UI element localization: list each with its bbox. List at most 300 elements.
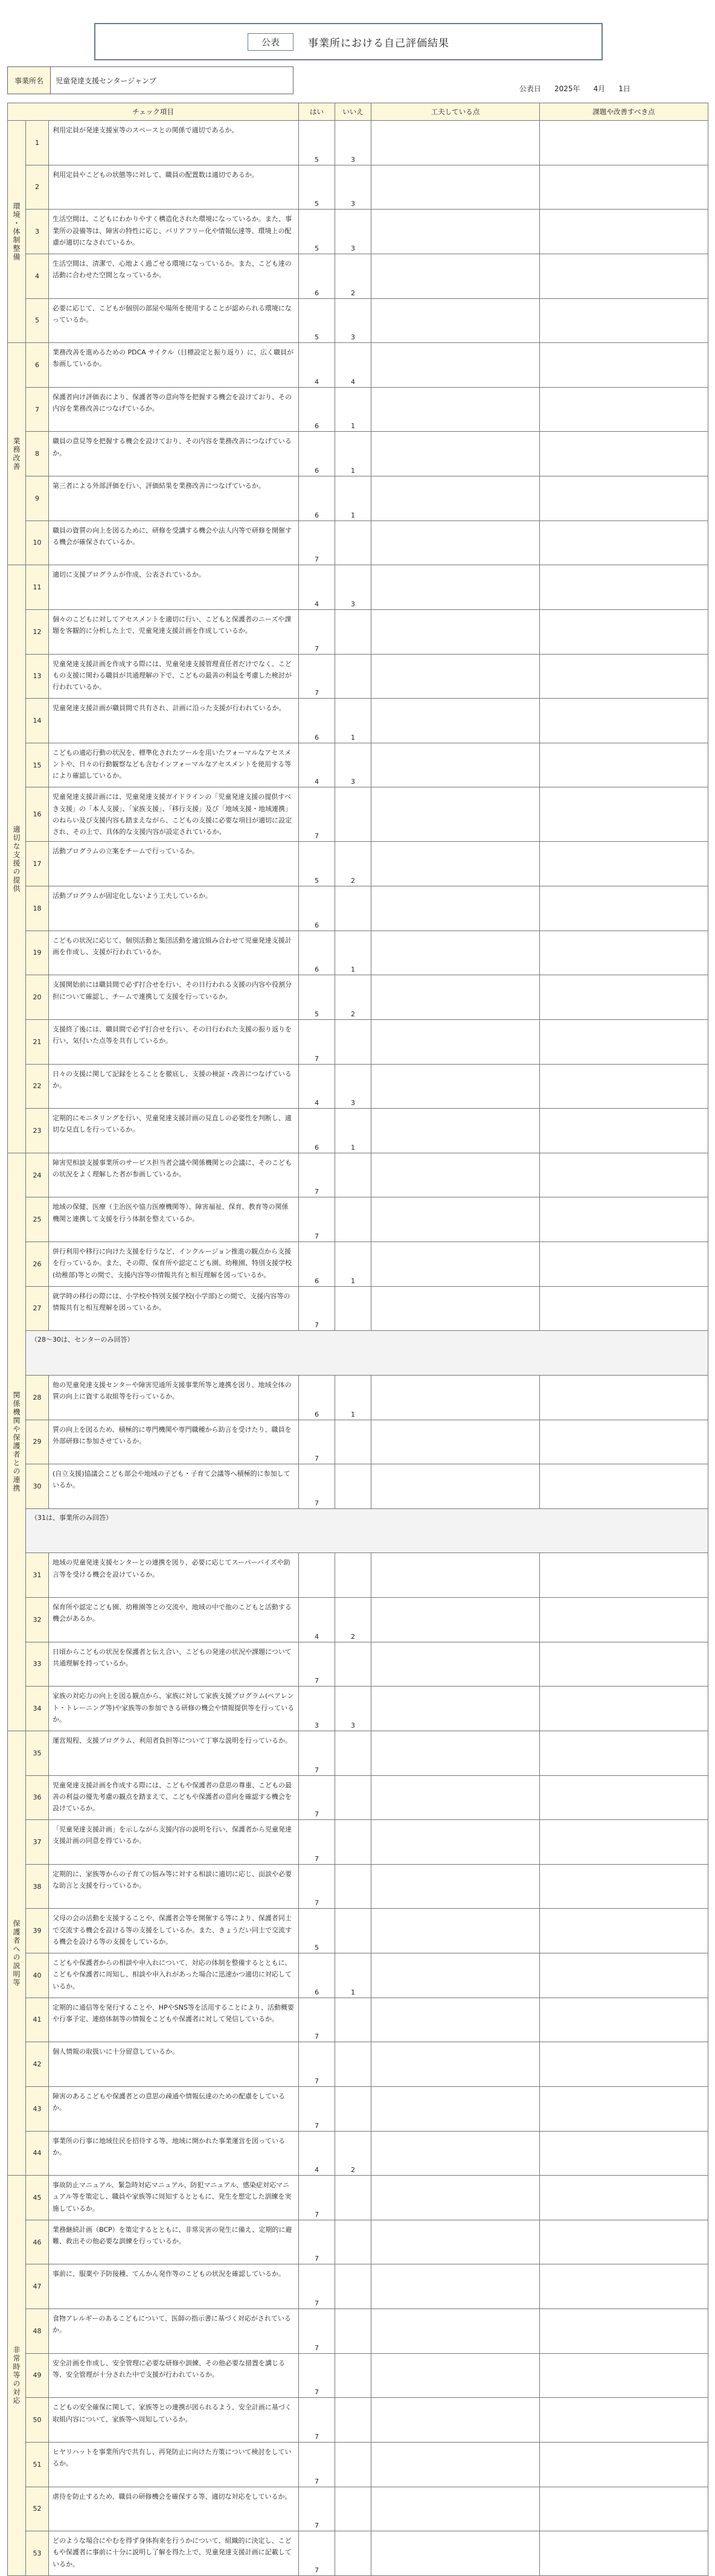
improve-cell — [540, 2220, 708, 2264]
improve-cell — [540, 2086, 708, 2131]
improve-cell — [540, 2398, 708, 2443]
item-number: 26 — [26, 1242, 49, 1287]
effort-cell — [371, 2131, 540, 2176]
table-header-row — [8, 103, 708, 121]
yes-count: 6 — [299, 476, 335, 521]
no-count: 2 — [335, 1598, 371, 1642]
table-row — [8, 1909, 708, 1953]
item-question: 活動プログラムが固定化しないよう工夫しているか。 — [49, 886, 299, 931]
improve-cell — [540, 654, 708, 699]
improve-cell — [540, 1775, 708, 1820]
improve-cell — [540, 1820, 708, 1865]
yes-count: 7 — [299, 2442, 335, 2487]
improve-cell — [540, 1242, 708, 1287]
improve-cell — [540, 1553, 708, 1598]
item-question: 「児童発達支援計画」を示しながら支援内容の説明を行い、保護者から児童発達支援計画の同意を得ているか。 — [49, 1820, 299, 1865]
item-question: 児童発達支援計画が職員間で共有され、計画に沿った支援が行われているか。 — [49, 699, 299, 743]
no-count: 1 — [335, 1242, 371, 1287]
no-count — [335, 2220, 371, 2264]
yes-count: 5 — [299, 298, 335, 343]
table-row — [8, 476, 708, 521]
effort-cell — [371, 1420, 540, 1464]
no-count — [335, 2042, 371, 2087]
table-row — [8, 1242, 708, 1287]
no-count — [335, 1820, 371, 1865]
table-row — [8, 1864, 708, 1909]
table-row — [8, 1998, 708, 2042]
yes-count: 6 — [299, 1375, 335, 1420]
item-question: 必要に応じて、こどもが個別の部屋や場所を使用することが認められる環境になっているか。 — [49, 298, 299, 343]
table-row — [8, 1375, 708, 1420]
item-number: 52 — [26, 2487, 49, 2531]
effort-cell — [371, 1731, 540, 1775]
item-question: こどもの適応行動の状況を、標準化されたツールを用いたフォーマルなアセスメントや、日々の行動観察なども含むインフォーマルなアセスメントを使用する等により確認しているか。 — [49, 743, 299, 787]
item-number: 27 — [26, 1286, 49, 1331]
item-number: 7 — [26, 387, 49, 432]
no-count — [335, 2531, 371, 2576]
no-count: 3 — [335, 743, 371, 787]
effort-cell — [371, 609, 540, 654]
yes-count: 4 — [299, 343, 335, 388]
improve-cell — [540, 165, 708, 210]
no-count — [335, 1553, 371, 1598]
category-cell: 関係機関や保護者との連携 — [8, 1153, 26, 1731]
item-question: 併行利用や移行に向けた支援を行うなど、インクルージョン推進の観点から支援を行っているか。また、その際、保育所や認定こども園、幼稚園、特別支援学校(幼稚部)等との間で、支援内容等の情報共有と相互理解を図っているか。 — [49, 1242, 299, 1287]
effort-cell — [371, 1687, 540, 1731]
item-number: 13 — [26, 654, 49, 699]
item-question: 定期的にモニタリングを行い、児童発達支援計画の見直しの必要性を判断し、適切な見直しを行っているか。 — [49, 1109, 299, 1153]
effort-cell — [371, 2086, 540, 2131]
no-count: 2 — [335, 254, 371, 298]
improve-cell — [540, 1064, 708, 1109]
yes-count: 7 — [299, 1864, 335, 1909]
category-cell: 非常時等の対応 — [8, 2176, 26, 2576]
no-count: 3 — [335, 1064, 371, 1109]
item-number: 33 — [26, 1642, 49, 1687]
item-number: 16 — [26, 787, 49, 842]
no-count — [335, 1998, 371, 2042]
table-row — [8, 2176, 708, 2220]
yes-count: 6 — [299, 1242, 335, 1287]
item-question: こどもの安全確保に関して、家族等との連携が図られるよう、安全計画に基づく取組内容について、家族等へ周知しているか。 — [49, 2398, 299, 2443]
no-count: 1 — [335, 387, 371, 432]
effort-cell — [371, 165, 540, 210]
improve-cell — [540, 886, 708, 931]
no-count — [335, 1864, 371, 1909]
item-question: 家族の対応力の向上を図る観点から、家族に対して家族支援プログラム(ペアレント・トレーニング等)や家族等の参加できる研修の機会や情報提供等を行っているか。 — [49, 1687, 299, 1731]
table-row — [8, 1197, 708, 1242]
yes-count: 4 — [299, 565, 335, 610]
publication-date — [519, 83, 630, 94]
yes-count: 4 — [299, 743, 335, 787]
table-row — [8, 975, 708, 1020]
item-question: 日々の支援に関して記録をとることを徹底し、支援の検証・改善につなげているか。 — [49, 1064, 299, 1109]
improve-cell — [540, 1420, 708, 1464]
improve-cell — [540, 298, 708, 343]
table-row — [8, 210, 708, 254]
table-row — [8, 2531, 708, 2576]
item-question: 父母の会の活動を支援することや、保護者会等を開催する等により、保護者同士で交流する機会を設ける等の支援をしているか。また、きょうだい同士で交流する機会を設ける等の支援をしているか。 — [49, 1909, 299, 1953]
table-row — [8, 2442, 708, 2487]
table-row — [8, 165, 708, 210]
yes-count: 7 — [299, 1286, 335, 1331]
no-count: 3 — [335, 298, 371, 343]
effort-cell — [371, 1864, 540, 1909]
item-number: 47 — [26, 2264, 49, 2309]
office-info — [7, 66, 293, 94]
improve-cell — [540, 121, 708, 165]
note-row — [8, 1331, 708, 1376]
item-question: 障害のあるこどもや保護者との意思の疎通や情報伝達のための配慮をしているか。 — [49, 2086, 299, 2131]
no-count — [335, 1731, 371, 1775]
table-row — [8, 1153, 708, 1197]
improve-cell — [540, 1642, 708, 1687]
effort-cell — [371, 1775, 540, 1820]
effort-cell — [371, 787, 540, 842]
item-number: 22 — [26, 1064, 49, 1109]
improve-cell — [540, 2042, 708, 2087]
item-question: 地域の児童発達支援センターとの連携を図り、必要に応じてスーパーバイズや助言等を受ける機会を設けているか。 — [49, 1553, 299, 1598]
item-number: 25 — [26, 1197, 49, 1242]
no-count: 1 — [335, 1953, 371, 1998]
effort-cell — [371, 1953, 540, 1998]
item-question: こどもの状況に応じて、個別活動と集団活動を適宜組み合わせて児童発達支援計画を作成し、支援が行われているか。 — [49, 931, 299, 975]
improve-cell — [540, 842, 708, 886]
effort-cell — [371, 2309, 540, 2354]
no-count: 3 — [335, 565, 371, 610]
item-number: 37 — [26, 1820, 49, 1865]
item-number: 40 — [26, 1953, 49, 1998]
yes-count: 7 — [299, 609, 335, 654]
item-number: 42 — [26, 2042, 49, 2087]
effort-cell — [371, 2176, 540, 2220]
effort-cell — [371, 2264, 540, 2309]
table-row — [8, 387, 708, 432]
note-row — [8, 1508, 708, 1553]
table-row — [8, 121, 708, 165]
no-count: 1 — [335, 931, 371, 975]
item-number: 4 — [26, 254, 49, 298]
item-question: ヒヤリハットを事業所内で共有し、再発防止に向けた方策について検討をしているか。 — [49, 2442, 299, 2487]
effort-cell — [371, 1153, 540, 1197]
col-no: いいえ — [335, 103, 371, 121]
table-row — [8, 2220, 708, 2264]
item-number: 43 — [26, 2086, 49, 2131]
no-count — [335, 2442, 371, 2487]
item-question: 支援終了後には、職員間で必ず打合せを行い、その日行われた支援の振り返りを行い、気付いた点等を共有しているか。 — [49, 1019, 299, 1064]
effort-cell — [371, 1909, 540, 1953]
col-effort: 工夫している点 — [371, 103, 540, 121]
improve-cell — [540, 343, 708, 388]
yes-count: 4 — [299, 1598, 335, 1642]
table-row — [8, 842, 708, 886]
yes-count: 6 — [299, 1953, 335, 1998]
table-row — [8, 1553, 708, 1598]
yes-count: 5 — [299, 121, 335, 165]
yes-count: 5 — [299, 842, 335, 886]
yes-count: 6 — [299, 387, 335, 432]
no-count — [335, 1909, 371, 1953]
improve-cell — [540, 254, 708, 298]
table-row — [8, 1642, 708, 1687]
item-question: 業務改善を進めるための PDCA サイクル（目標設定と振り返り）に、広く職員が参画しているか。 — [49, 343, 299, 388]
yes-count: 7 — [299, 2176, 335, 2220]
item-question: 日頃からこどもの状況を保護者と伝え合い、こどもの発達の状況や課題について共通理解を持っているか。 — [49, 1642, 299, 1687]
improve-cell — [540, 1953, 708, 1998]
col-improve: 課題や改善すべき点 — [540, 103, 708, 121]
improve-cell — [540, 2442, 708, 2487]
item-number: 12 — [26, 609, 49, 654]
item-question: 個人情報の取扱いに十分留意しているか。 — [49, 2042, 299, 2087]
table-row — [8, 2131, 708, 2176]
table-row — [8, 1019, 708, 1064]
item-question: 食物アレルギーのあるこどもについて、医師の指示書に基づく対応がされているか。 — [49, 2309, 299, 2354]
no-count: 3 — [335, 165, 371, 210]
improve-cell — [540, 2531, 708, 2576]
no-count — [335, 2353, 371, 2398]
note-cell: （31は、事業所のみ回答） — [26, 1508, 708, 1553]
yes-count: 7 — [299, 1775, 335, 1820]
improve-cell — [540, 2353, 708, 2398]
item-number: 20 — [26, 975, 49, 1020]
item-question: 安全計画を作成し、安全管理に必要な研修や訓練、その他必要な措置を講じる等、安全管理が十分された中で支援が行われているか。 — [49, 2353, 299, 2398]
evaluation-table — [7, 103, 708, 2576]
effort-cell — [371, 1998, 540, 2042]
table-row — [8, 298, 708, 343]
yes-count: 7 — [299, 2487, 335, 2531]
effort-cell — [371, 975, 540, 1020]
yes-count: 5 — [299, 975, 335, 1020]
office-label: 事業所名 — [8, 67, 51, 94]
effort-cell — [371, 343, 540, 388]
col-check: チェック項目 — [8, 103, 299, 121]
yes-count: 7 — [299, 2264, 335, 2309]
item-number: 28 — [26, 1375, 49, 1420]
item-question: 利用定員が発達支援室等のスペースとの関係で適切であるか。 — [49, 121, 299, 165]
effort-cell — [371, 2042, 540, 2087]
effort-cell — [371, 298, 540, 343]
col-yes: はい — [299, 103, 335, 121]
effort-cell — [371, 842, 540, 886]
publication-day: 1日 — [618, 85, 630, 93]
item-number: 15 — [26, 743, 49, 787]
table-row — [8, 1731, 708, 1775]
table-row — [8, 787, 708, 842]
table-row — [8, 2309, 708, 2354]
effort-cell — [371, 1286, 540, 1331]
no-count: 4 — [335, 343, 371, 388]
improve-cell — [540, 565, 708, 610]
item-question: 職員の意見等を把握する機会を設けており、その内容を業務改善につなげているか。 — [49, 432, 299, 476]
improve-cell — [540, 1375, 708, 1420]
effort-cell — [371, 254, 540, 298]
table-row — [8, 2042, 708, 2087]
yes-count: 7 — [299, 1197, 335, 1242]
item-question: 利用定員やこどもの状態等に対して、職員の配置数は適切であるか。 — [49, 165, 299, 210]
no-count — [335, 787, 371, 842]
item-number: 45 — [26, 2176, 49, 2220]
table-row — [8, 1286, 708, 1331]
item-question: 運営規程、支援プログラム、利用者負担等について丁寧な説明を行っているか。 — [49, 1731, 299, 1775]
improve-cell — [540, 432, 708, 476]
improve-cell — [540, 2176, 708, 2220]
yes-count: 7 — [299, 1153, 335, 1197]
item-number: 24 — [26, 1153, 49, 1197]
item-question: 定期的に、家族等からの子育ての悩み等に対する相談に適切に応じ、面談や必要な助言と支援を行っているか。 — [49, 1864, 299, 1909]
effort-cell — [371, 1642, 540, 1687]
item-number: 50 — [26, 2398, 49, 2443]
table-row — [8, 2353, 708, 2398]
table-row — [8, 654, 708, 699]
yes-count: 7 — [299, 2220, 335, 2264]
item-number: 30 — [26, 1464, 49, 1509]
improve-cell — [540, 1598, 708, 1642]
category-cell: 環境・体制整備 — [8, 121, 26, 343]
title-box — [94, 23, 603, 60]
improve-cell — [540, 1286, 708, 1331]
table-row — [8, 609, 708, 654]
item-question: 就学時の移行の際には、小学校や特別支援学校(小学部)との間で、支援内容等の情報共有と相互理解を図っているか。 — [49, 1286, 299, 1331]
effort-cell — [371, 210, 540, 254]
yes-count: 7 — [299, 1731, 335, 1775]
yes-count: 7 — [299, 2531, 335, 2576]
no-count — [335, 2309, 371, 2354]
office-name: 児童発達支援センタージャンプ — [56, 76, 157, 85]
table-row — [8, 1598, 708, 1642]
no-count — [335, 1286, 371, 1331]
item-number: 44 — [26, 2131, 49, 2176]
no-count: 1 — [335, 476, 371, 521]
improve-cell — [540, 1019, 708, 1064]
item-number: 21 — [26, 1019, 49, 1064]
no-count — [335, 1420, 371, 1464]
item-question: 職員の資質の向上を図るために、研修を受講する機会や法人内等で研修を開催する機会が確保されているか。 — [49, 521, 299, 565]
improve-cell — [540, 1864, 708, 1909]
table-row — [8, 2086, 708, 2131]
yes-count: 7 — [299, 1642, 335, 1687]
item-number: 10 — [26, 521, 49, 565]
no-count — [335, 2264, 371, 2309]
table-row — [8, 699, 708, 743]
item-question: どのような場合にやむを得ず身体拘束を行うかについて、組織的に決定し、こどもや保護者に事前に十分に説明し了解を得た上で、児童発達支援計画に記載しているか。 — [49, 2531, 299, 2576]
effort-cell — [371, 931, 540, 975]
table-row — [8, 521, 708, 565]
table-row — [8, 1064, 708, 1109]
item-question: 児童発達支援計画には、児童発達支援ガイドラインの「児童発達支援の提供すべき支援」の「本人支援」、「家族支援」、「移行支援」及び「地域支援・地域連携」のねらい及び支援内容も踏まえながら、こどもの支援に必要な項目が適切に設定され、その上で、具体的な支援内容が設定されているか。 — [49, 787, 299, 842]
improve-cell — [540, 2264, 708, 2309]
note-cell: （28〜30は、センターのみ回答） — [26, 1331, 708, 1376]
yes-count: 7 — [299, 2042, 335, 2087]
yes-count: 7 — [299, 1019, 335, 1064]
item-question: 定期的に通信等を発行することや、HPやSNS等を活用することにより、活動概要や行事予定、連絡体制等の情報をこどもや保護者に対して発信しているか。 — [49, 1998, 299, 2042]
publication-year: 2025年 — [554, 85, 580, 93]
improve-cell — [540, 699, 708, 743]
yes-count: 7 — [299, 2398, 335, 2443]
yes-count: 4 — [299, 2131, 335, 2176]
improve-cell — [540, 609, 708, 654]
item-number: 18 — [26, 886, 49, 931]
item-number: 6 — [26, 343, 49, 388]
item-number: 11 — [26, 565, 49, 610]
item-question: (自立支援)協議会こども部会や地域の子ども・子育て会議等へ積極的に参加しているか。 — [49, 1464, 299, 1509]
improve-cell — [540, 1731, 708, 1775]
effort-cell — [371, 2220, 540, 2264]
item-question: 保育所や認定こども園、幼稚園等との交流や、地域の中で他のこどもと活動する機会があるか。 — [49, 1598, 299, 1642]
effort-cell — [371, 521, 540, 565]
no-count — [335, 2487, 371, 2531]
effort-cell — [371, 699, 540, 743]
item-number: 49 — [26, 2353, 49, 2398]
no-count: 2 — [335, 975, 371, 1020]
category-cell: 業務改善 — [8, 343, 26, 565]
improve-cell — [540, 1998, 708, 2042]
yes-count: 7 — [299, 2309, 335, 2354]
yes-count: 7 — [299, 1464, 335, 1509]
improve-cell — [540, 2487, 708, 2531]
improve-cell — [540, 1153, 708, 1197]
table-row — [8, 2487, 708, 2531]
yes-count: 4 — [299, 1064, 335, 1109]
effort-cell — [371, 476, 540, 521]
item-question: 障害児相談支援事業所のサービス担当者会議や関係機関との会議に、そのこどもの状況をよく理解した者が参画しているか。 — [49, 1153, 299, 1197]
effort-cell — [371, 1375, 540, 1420]
yes-count: 7 — [299, 521, 335, 565]
item-number: 9 — [26, 476, 49, 521]
table-row — [8, 343, 708, 388]
yes-count: 6 — [299, 886, 335, 931]
no-count: 2 — [335, 842, 371, 886]
item-question: 活動プログラムの立案をチームで行っているか。 — [49, 842, 299, 886]
yes-count: 7 — [299, 2353, 335, 2398]
effort-cell — [371, 2442, 540, 2487]
item-question: 児童発達支援計画を作成する際には、児童発達支援管理責任者だけでなく、こどもの支援に関わる職員が共通理解の下で、こどもの最善の利益を考慮した検討が行われているか。 — [49, 654, 299, 699]
improve-cell — [540, 521, 708, 565]
no-count — [335, 521, 371, 565]
no-count — [335, 2086, 371, 2131]
improve-cell — [540, 2309, 708, 2354]
no-count — [335, 609, 371, 654]
item-number: 3 — [26, 210, 49, 254]
item-number: 36 — [26, 1775, 49, 1820]
item-question: こどもや保護者からの相談や申入れについて、対応の体制を整備するとともに、こどもや保護者に周知し、相談や申入れがあった場合に迅速かつ適切に対応しているか。 — [49, 1953, 299, 1998]
no-count — [335, 2398, 371, 2443]
item-number: 8 — [26, 432, 49, 476]
item-question: 虐待を防止するため、職員の研修機会を確保する等、適切な対応をしているか。 — [49, 2487, 299, 2531]
improve-cell — [540, 210, 708, 254]
yes-count: 7 — [299, 1820, 335, 1865]
effort-cell — [371, 121, 540, 165]
improve-cell — [540, 787, 708, 842]
no-count: 3 — [335, 1687, 371, 1731]
no-count: 1 — [335, 699, 371, 743]
item-question: 事業所の行事に地域住民を招待する等、地域に開かれた事業運営を図っているか。 — [49, 2131, 299, 2176]
item-question: 生活空間は、こどもにわかりやすく構造化された環境になっているか。また、事業所の設備等は、障害の特性に応じ、バリアフリー化や情報伝達等、環境上の配慮が適切になされているか。 — [49, 210, 299, 254]
improve-cell — [540, 931, 708, 975]
effort-cell — [371, 2353, 540, 2398]
no-count — [335, 1153, 371, 1197]
item-question: 支援開始前には職員間で必ず打合せを行い、その日行われる支援の内容や役割分担について確認し、チームで連携して支援を行っているか。 — [49, 975, 299, 1020]
item-question: 質の向上を図るため、積極的に専門機関や専門職種から助言を受けたり、職員を外部研修に参加させているか。 — [49, 1420, 299, 1464]
item-number: 17 — [26, 842, 49, 886]
table-row — [8, 565, 708, 610]
publication-label: 公表日 — [519, 85, 542, 93]
effort-cell — [371, 2531, 540, 2576]
no-count — [335, 1642, 371, 1687]
item-question: 業務継続計画（BCP）を策定するとともに、非常災害の発生に備え、定期的に避難、救出その他必要な訓練を行っているか。 — [49, 2220, 299, 2264]
no-count: 1 — [335, 1109, 371, 1153]
yes-count — [299, 1553, 335, 1598]
no-count — [335, 1197, 371, 1242]
